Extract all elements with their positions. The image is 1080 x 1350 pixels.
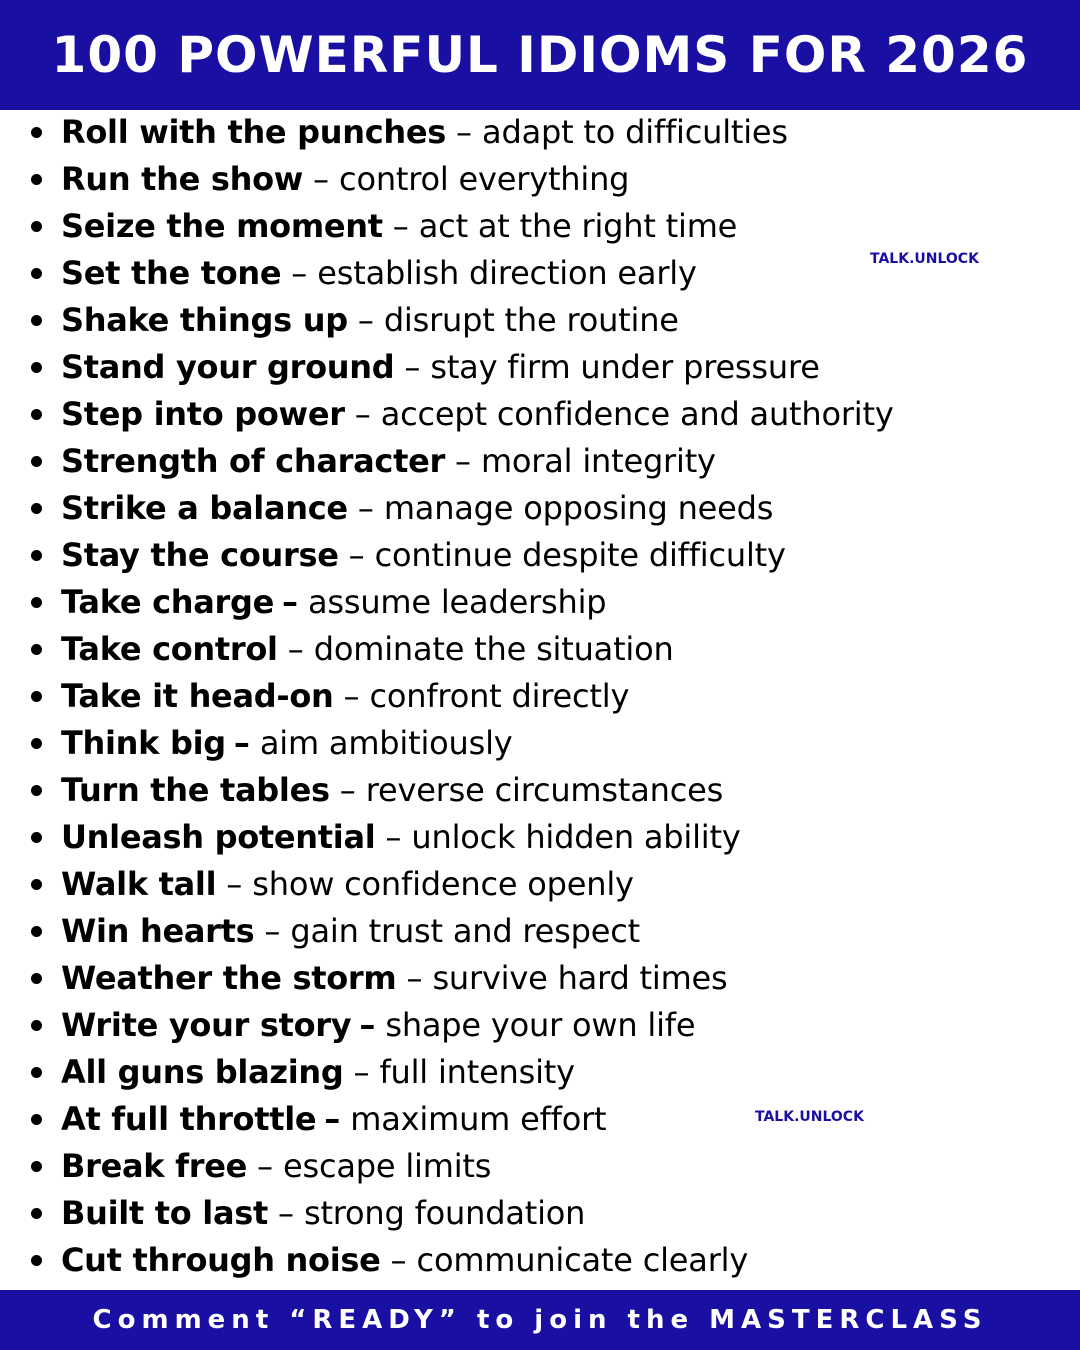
idiom-meaning: control everything: [339, 160, 630, 198]
idiom-list: [0, 109, 1080, 1284]
bullet-icon: [31, 1020, 42, 1031]
idiom-term: Shake things up: [61, 301, 348, 339]
idiom-meaning: full intensity: [379, 1053, 575, 1091]
list-item: [0, 203, 1080, 250]
idiom-term: Run the show: [61, 160, 304, 198]
list-item: [0, 955, 1080, 1002]
list-item: [0, 344, 1080, 391]
idiom-term: Set the tone: [61, 254, 282, 292]
idiom-meaning: survive hard times: [432, 959, 728, 997]
idiom-term: Write your story: [61, 1006, 352, 1044]
bullet-icon: [31, 362, 42, 373]
idiom-separator: –: [353, 1053, 370, 1091]
bullet-icon: [31, 221, 42, 232]
bullet-icon: [31, 1208, 42, 1219]
idiom-meaning: continue despite difficulty: [374, 536, 786, 574]
list-item: [0, 767, 1080, 814]
idiom-meaning: manage opposing needs: [383, 489, 774, 527]
idiom-term: Walk tall: [61, 865, 217, 903]
bullet-icon: [31, 926, 42, 937]
list-item: [0, 1096, 1080, 1143]
idiom-term: At full throttle: [61, 1100, 317, 1138]
list-item: [0, 1190, 1080, 1237]
idiom-term: Take control: [61, 630, 278, 668]
idiom-separator: –: [282, 583, 298, 621]
bullet-icon: [31, 879, 42, 890]
idiom-separator: –: [354, 395, 371, 433]
bullet-icon: [31, 1255, 42, 1266]
list-item: [0, 297, 1080, 344]
page-title: 100 POWERFUL IDIOMS FOR 2026: [51, 26, 1029, 84]
watermark-talk-unlock: TALK.UNLOCK: [870, 251, 979, 267]
idiom-term: Think big: [61, 724, 226, 762]
bullet-icon: [31, 973, 42, 984]
idiom-separator: –: [359, 1006, 376, 1044]
bullet-icon: [31, 691, 42, 702]
list-item: [0, 720, 1080, 767]
idiom-term: Strike a balance: [61, 489, 348, 527]
bullet-icon: [31, 409, 42, 420]
list-item: [0, 1049, 1080, 1096]
idiom-separator: –: [404, 348, 421, 386]
idiom-term: Unleash potential: [61, 818, 376, 856]
list-item: [0, 814, 1080, 861]
idiom-separator: –: [406, 959, 423, 997]
idiom-term: Seize the moment: [61, 207, 383, 245]
idiom-term: Weather the storm: [61, 959, 397, 997]
bullet-icon: [31, 550, 42, 561]
idiom-separator: –: [456, 113, 473, 151]
idiom-separator: –: [264, 912, 281, 950]
idiom-separator: –: [226, 865, 243, 903]
idiom-meaning: disrupt the routine: [383, 301, 679, 339]
idiom-meaning: maximum effort: [350, 1100, 607, 1138]
idiom-separator: –: [277, 1194, 294, 1232]
idiom-separator: –: [385, 818, 402, 856]
idiom-separator: –: [357, 489, 374, 527]
bullet-icon: [31, 738, 42, 749]
idiom-separator: –: [313, 160, 330, 198]
idiom-term: Take charge: [61, 583, 274, 621]
idiom-term: Built to last: [61, 1194, 268, 1232]
idiom-meaning: stay firm under pressure: [430, 348, 820, 386]
list-item: [0, 438, 1080, 485]
idiom-term: Take it head-on: [61, 677, 334, 715]
idiom-separator: –: [257, 1147, 274, 1185]
idiom-meaning: communicate clearly: [416, 1241, 749, 1279]
bullet-icon: [31, 1067, 42, 1078]
bullet-icon: [31, 268, 42, 279]
idiom-term: Roll with the punches: [61, 113, 447, 151]
list-item: [0, 1237, 1080, 1284]
idiom-meaning: gain trust and respect: [290, 912, 640, 950]
idiom-separator: –: [348, 536, 365, 574]
bullet-icon: [31, 644, 42, 655]
idiom-meaning: shape your own life: [385, 1006, 696, 1044]
cta-text: Comment “READY” to join the MASTERCLASS: [92, 1305, 988, 1335]
idiom-separator: –: [324, 1100, 341, 1138]
list-item: [0, 908, 1080, 955]
idiom-separator: –: [390, 1241, 407, 1279]
idiom-term: All guns blazing: [61, 1053, 344, 1091]
idiom-meaning: moral integrity: [480, 442, 716, 480]
bullet-icon: [31, 1114, 42, 1125]
bullet-icon: [31, 315, 42, 326]
idiom-term: Cut through noise: [61, 1241, 381, 1279]
bullet-icon: [31, 597, 42, 608]
idiom-meaning: confront directly: [369, 677, 630, 715]
idiom-separator: –: [357, 301, 374, 339]
idiom-meaning: accept confidence and authority: [380, 395, 894, 433]
list-item: [0, 485, 1080, 532]
idiom-separator: –: [339, 771, 356, 809]
cta-banner: [0, 1290, 1080, 1350]
list-item: [0, 1143, 1080, 1190]
idiom-meaning: aim ambitiously: [259, 724, 513, 762]
list-item: [0, 532, 1080, 579]
idiom-term: Strength of character: [61, 442, 445, 480]
idiom-term: Stay the course: [61, 536, 339, 574]
idiom-meaning: act at the right time: [418, 207, 738, 245]
idiom-meaning: dominate the situation: [313, 630, 674, 668]
idiom-separator: –: [454, 442, 471, 480]
idiom-meaning: reverse circumstances: [365, 771, 724, 809]
idiom-separator: –: [233, 724, 250, 762]
watermark-talk-unlock: TALK.UNLOCK: [755, 1109, 864, 1125]
idiom-meaning: unlock hidden ability: [411, 818, 741, 856]
list-item: [0, 579, 1080, 626]
idiom-meaning: establish direction early: [317, 254, 697, 292]
idiom-meaning: escape limits: [283, 1147, 492, 1185]
idiom-meaning: show confidence openly: [252, 865, 634, 903]
idiom-term: Turn the tables: [61, 771, 330, 809]
list-item: [0, 1002, 1080, 1049]
bullet-icon: [31, 127, 42, 138]
idiom-term: Win hearts: [61, 912, 255, 950]
idiom-term: Stand your ground: [61, 348, 395, 386]
title-banner: [0, 0, 1080, 110]
list-item: [0, 861, 1080, 908]
bullet-icon: [31, 456, 42, 467]
idiom-meaning: strong foundation: [303, 1194, 586, 1232]
bullet-icon: [31, 785, 42, 796]
idiom-term: Step into power: [61, 395, 345, 433]
list-item: [0, 109, 1080, 156]
idiom-separator: –: [392, 207, 409, 245]
list-item: [0, 626, 1080, 673]
idiom-separator: –: [343, 677, 360, 715]
idiom-meaning: assume leadership: [308, 583, 607, 621]
idiom-term: Break free: [61, 1147, 248, 1185]
idiom-meaning: adapt to difficulties: [482, 113, 788, 151]
list-item: [0, 673, 1080, 720]
list-item: [0, 391, 1080, 438]
list-item: [0, 156, 1080, 203]
bullet-icon: [31, 832, 42, 843]
idiom-separator: –: [287, 630, 304, 668]
bullet-icon: [31, 503, 42, 514]
bullet-icon: [31, 1161, 42, 1172]
bullet-icon: [31, 174, 42, 185]
idiom-separator: –: [291, 254, 308, 292]
